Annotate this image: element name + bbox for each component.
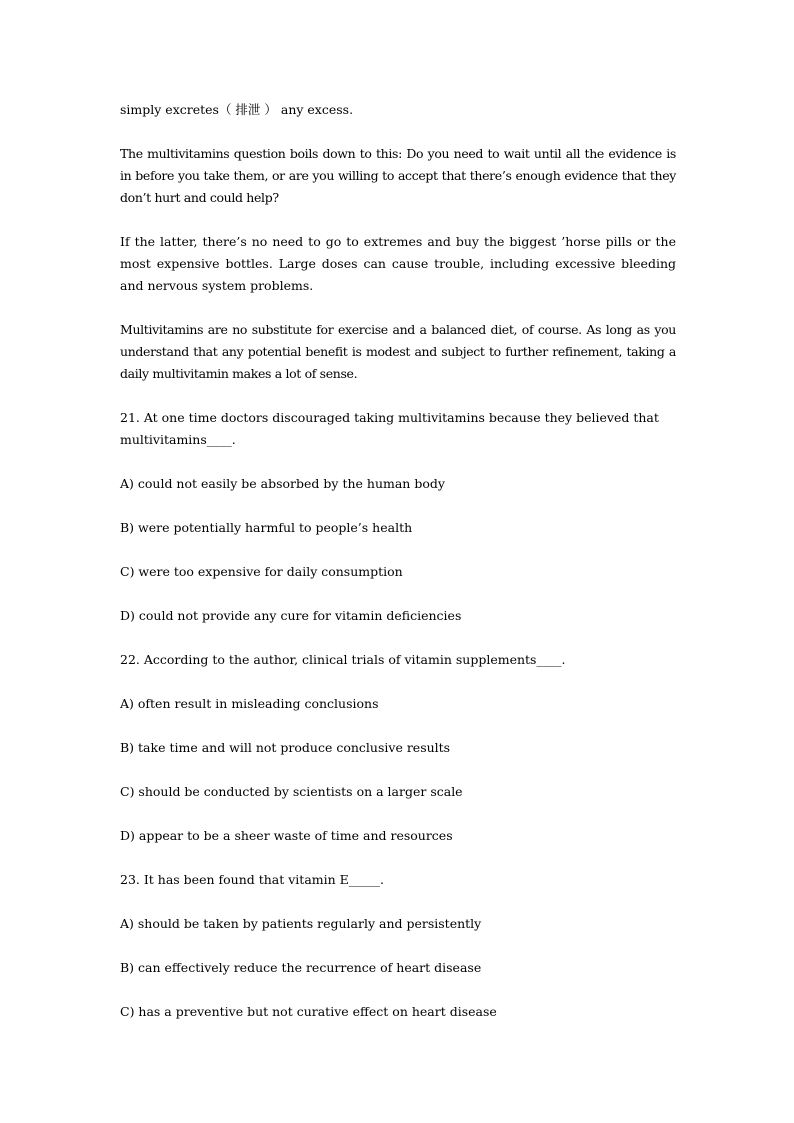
question-22 — [120, 649, 676, 847]
option-b: B) take time and will not produce conclusive results — [120, 740, 451, 755]
option-b: B) can effectively reduce the recurrence of heart disease — [120, 960, 482, 975]
option-a: A) often result in misleading conclusions — [120, 696, 379, 711]
question-23 — [120, 869, 676, 1023]
option-c: C) were too expensive for daily consumption — [120, 564, 403, 579]
option-c: C) should be conducted by scientists on a larger scale — [120, 784, 463, 799]
question-stem: 23. It has been found that vitamin E_____. — [120, 872, 385, 887]
question-21 — [120, 407, 676, 627]
question-stem: 21. At one time doctors discouraged taking multivitamins because they believed that multivitamins____. — [120, 410, 659, 447]
option-a: A) could not easily be absorbed by the human body — [120, 476, 445, 491]
paragraph-if-the-latter: If the latter, there’s no need to go to extremes and buy the biggest ’horse pills or the most expensive bottles. Large doses can cause trouble, including excessive bleeding and nervous system problems. — [120, 234, 676, 293]
option-b: B) were potentially harmful to people’s health — [120, 520, 413, 535]
option-a: A) should be taken by patients regularly and persistently — [120, 916, 482, 931]
option-d: D) appear to be a sheer waste of time and resources — [120, 828, 453, 843]
question-stem: 22. According to the author, clinical trials of vitamin supplements____. — [120, 652, 566, 667]
option-c: C) has a preventive but not curative effect on heart disease — [120, 1004, 497, 1019]
paragraph-no-substitute: Multivitamins are no substitute for exercise and a balanced diet, of course. As long as you understand that any potential benefit is modest and subject to further refinement, taking a daily multivitamin makes a lot of sense. — [120, 322, 676, 381]
paragraph-excretes: simply excretes（ 排泄 ） any excess. — [120, 102, 354, 117]
document-body — [120, 99, 676, 1045]
paragraph-multivitamins-question: The multivitamins question boils down to this: Do you need to wait until all the evidence is in before you take them, or are you willing to accept that there’s enough evidence that they don’t hurt and could help? — [120, 146, 676, 205]
option-d: D) could not provide any cure for vitamin deficiencies — [120, 608, 462, 623]
